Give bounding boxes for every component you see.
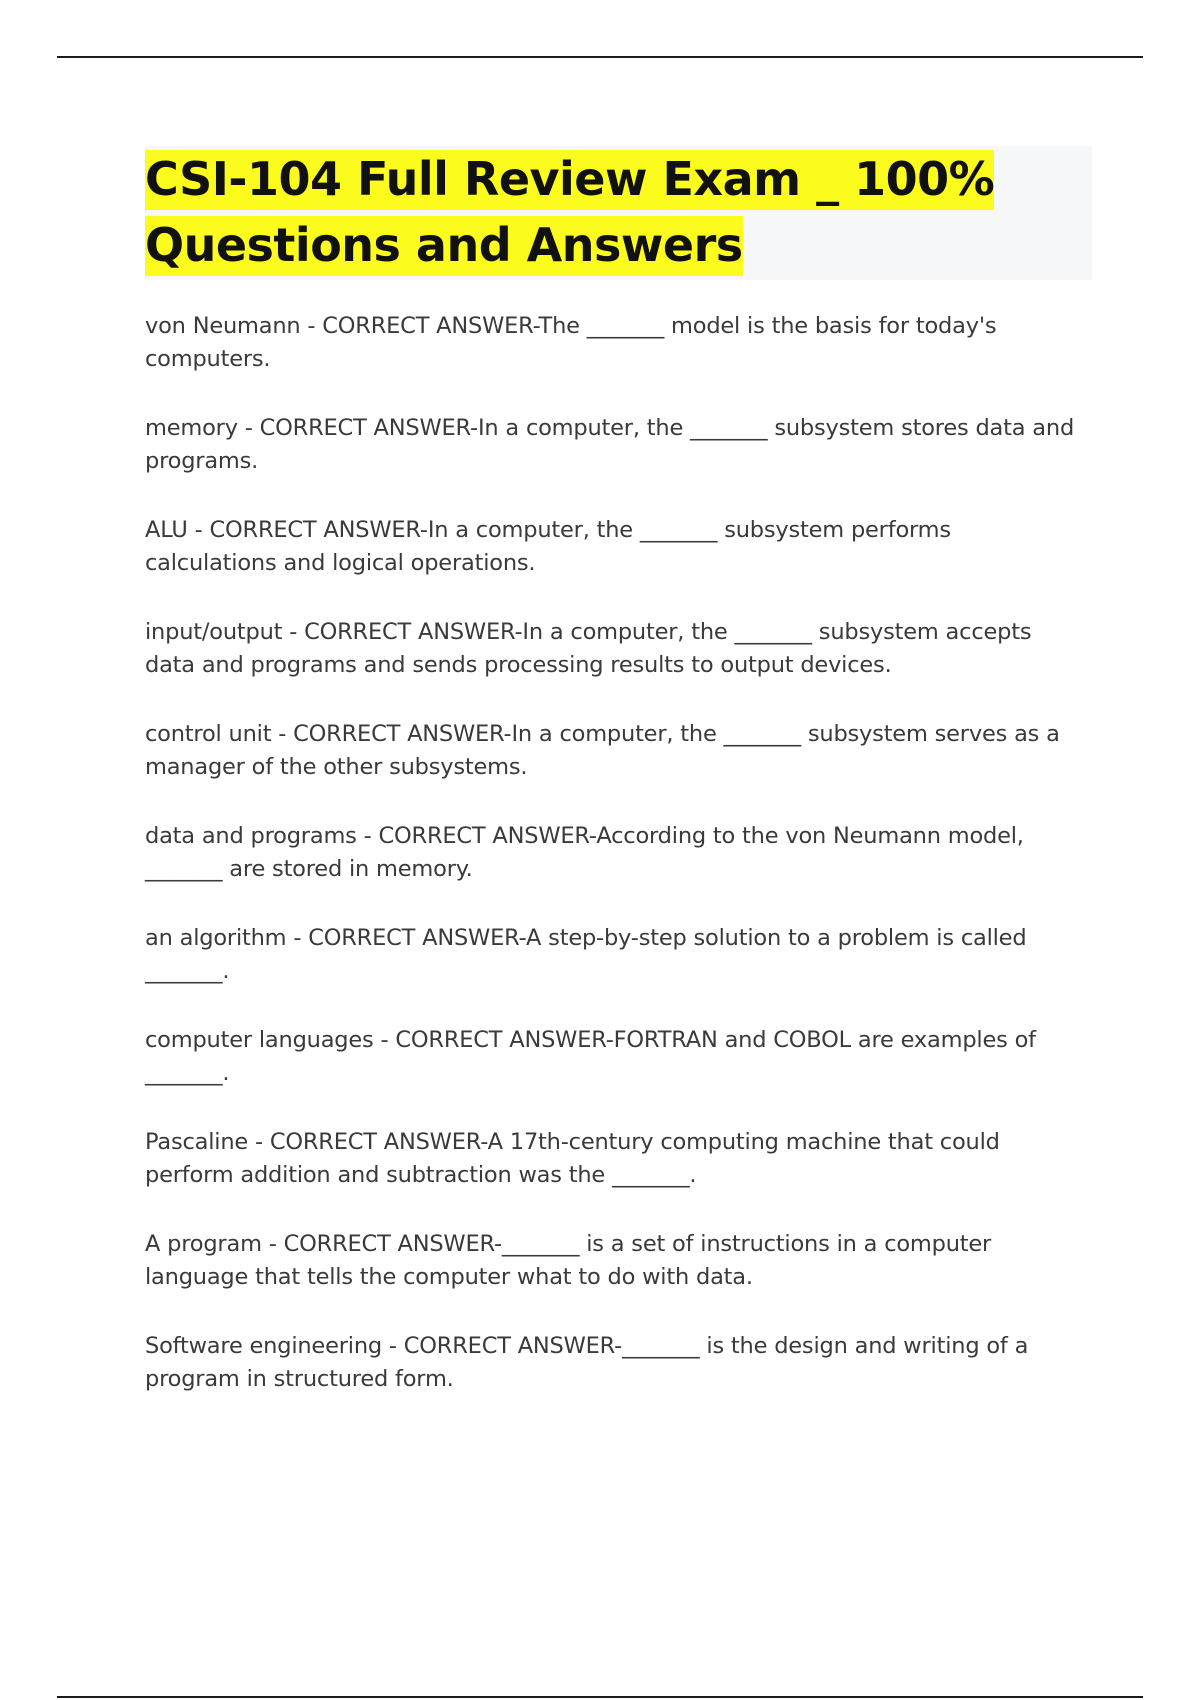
qa-item: memory - CORRECT ANSWER-In a computer, the _______ subsystem stores data and programs. <box>145 415 1075 474</box>
qa-item: computer languages - CORRECT ANSWER-FORTRAN and COBOL are examples of _______. <box>145 1027 1036 1086</box>
bottom-rule <box>57 1696 1143 1698</box>
qa-item: von Neumann - CORRECT ANSWER-The _______ model is the basis for today's computers. <box>145 313 997 372</box>
qa-list <box>145 310 1085 1432</box>
title-block <box>145 146 1092 280</box>
qa-item: data and programs - CORRECT ANSWER-According to the von Neumann model, _______ are stored in memory. <box>145 823 1024 882</box>
qa-item: control unit - CORRECT ANSWER-In a computer, the _______ subsystem serves as a manager of the other subsystems. <box>145 721 1060 780</box>
qa-item: A program - CORRECT ANSWER-_______ is a set of instructions in a computer language that tells the computer what to do with data. <box>145 1231 992 1290</box>
qa-item: ALU - CORRECT ANSWER-In a computer, the _______ subsystem performs calculations and logical operations. <box>145 517 951 576</box>
qa-item: Pascaline - CORRECT ANSWER-A 17th-century computing machine that could perform addition and subtraction was the _______. <box>145 1129 1000 1188</box>
qa-item: input/output - CORRECT ANSWER-In a computer, the _______ subsystem accepts data and programs and sends processing results to output devices. <box>145 619 1032 678</box>
qa-item: Software engineering - CORRECT ANSWER-_______ is the design and writing of a program in structured form. <box>145 1333 1029 1392</box>
qa-item: an algorithm - CORRECT ANSWER-A step-by-step solution to a problem is called _______. <box>145 925 1027 984</box>
title-highlight: CSI-104 Full Review Exam _ 100% Questions and Answers <box>145 150 994 276</box>
top-rule <box>57 56 1143 58</box>
page-title <box>145 146 1092 278</box>
